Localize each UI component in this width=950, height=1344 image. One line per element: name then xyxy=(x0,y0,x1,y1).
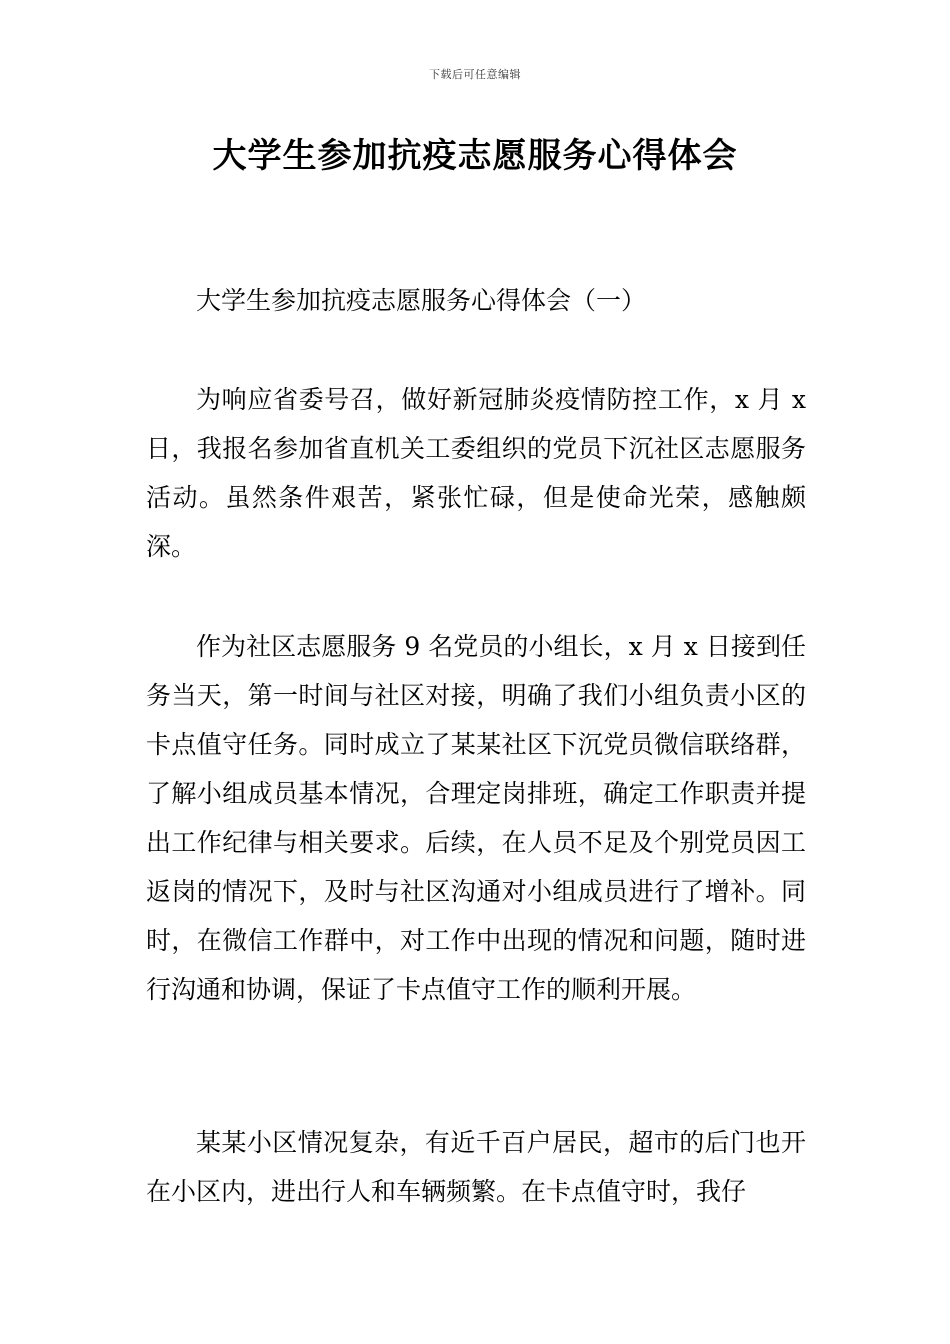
section-title: 大学生参加抗疫志愿服务心得体会（一） xyxy=(196,286,647,315)
document-title: 大学生参加抗疫志愿服务心得体会 xyxy=(212,136,738,176)
paragraph-3: 某某小区情况复杂，有近千百户居民，超市的后门也开在小区内，进出行人和车辆频繁。在卡点值守时，我仔 xyxy=(146,1128,806,1206)
paragraph-2: 作为社区志愿服务 9 名党员的小组长，x 月 x 日接到任务当天，第一时间与社区对接，明确了我们小组负责小区的卡点值守任务。同时成立了某某社区下沉党员微信联络群，了解小组成员基本情况，合理定岗排班，确定工作职责并提出工作纪律与相关要求。后续，在人员不足及个别党员因工返岗的情况下，及时与社区沟通对小组成员进行了增补。同时，在微信工作群中，对工作中出现的情况和问题，随时进行沟通和协调，保证了卡点值守工作的顺利开展。 xyxy=(146,632,806,1004)
header-note: 下载后可任意编辑 xyxy=(429,68,521,81)
paragraph-1: 为响应省委号召，做好新冠肺炎疫情防控工作，x 月 x 日，我报名参加省直机关工委组织的党员下沉社区志愿服务活动。虽然条件艰苦，紧张忙碌，但是使命光荣，感触颇深。 xyxy=(146,385,806,561)
